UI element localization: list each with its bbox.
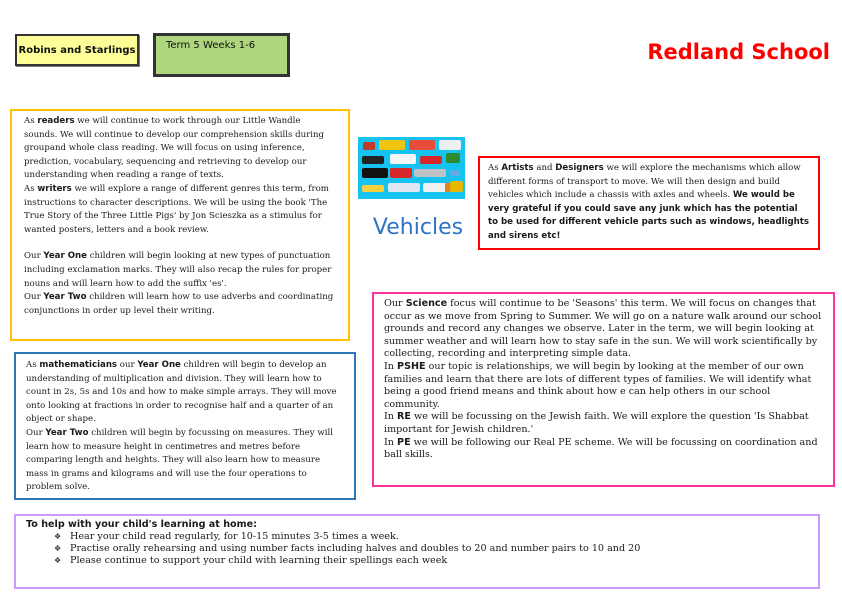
term-label-text: Term 5 Weeks 1-6 bbox=[166, 40, 256, 51]
term-label bbox=[153, 33, 290, 77]
vehicle-icon bbox=[390, 168, 412, 178]
vehicle-icon bbox=[379, 140, 405, 150]
science-pshe-re-pe-section bbox=[372, 292, 835, 487]
writers-paragraph: As writers we will explore a range of different genres this term, from instructions to character descriptions. We will be using the book 'The True Story of the Three Little Pigs' by Jon Scieszka as a stimulus for wanted posters, letters and a book review. bbox=[24, 183, 329, 235]
vehicle-icon bbox=[420, 156, 442, 164]
home-learning-heading: To help with your child's learning at home: bbox=[26, 519, 257, 530]
year-two-maths-paragraph: Our Year Two children will begin by focussing on measures. They will learn how to measure height in centimetres and metres before comparing length and heights. They will also learn how to measure mass in grams and kilograms and will use the four operations to problem solve. bbox=[26, 427, 333, 493]
vehicle-icon bbox=[362, 156, 384, 164]
vehicle-icon bbox=[362, 185, 384, 192]
pshe-paragraph: In PSHE our topic is relationships, we will begin by looking at the member of our own families and learn that there are lots of different types of families. We will identify what being a good friend means and think about how e can help others in our school community. bbox=[384, 360, 812, 410]
year-one-literacy-paragraph: Our Year One children will begin looking at new types of punctuation including exclamation marks. They will also recap the rules for proper nouns and will learn how to add the suffix 'es'. bbox=[24, 251, 332, 289]
art-design-paragraph: As Artists and Designers we will explore the mechanisms which allow different forms of transport to move. We will then design and build vehicles which include a chassis with axles and wheels. We would be very grateful if you could save any junk which has the potential to be used for different vehicle parts such as windows, headlights and sirens etc! bbox=[488, 163, 809, 241]
readers-paragraph: As readers we will continue to work through our Little Wandle sounds. We will continue to develop our comprehension skills during groupand whole class reading. We will focus on using inference, prediction, vocabulary, sequencing and retrieving to develop our understanding when reading a range of texts. bbox=[24, 116, 325, 181]
vehicle-icon bbox=[450, 170, 460, 176]
vehicle-icon bbox=[362, 168, 388, 178]
school-title: Redland School bbox=[647, 40, 830, 64]
vehicle-icon bbox=[439, 140, 461, 150]
vehicle-icon bbox=[409, 140, 435, 150]
vehicle-icon bbox=[363, 142, 375, 150]
class-label-text: Robins and Starlings bbox=[18, 44, 136, 56]
class-label bbox=[15, 34, 139, 66]
vehicle-icon bbox=[388, 183, 420, 192]
pe-paragraph: In PE we will be following our Real PE scheme. We will be focussing on coordination and ball skills. bbox=[384, 436, 818, 461]
art-design-section bbox=[478, 156, 820, 250]
re-paragraph: In RE we will be focussing on the Jewish faith. We will explore the question 'Is Shabbat important for Jewish children.' bbox=[384, 411, 809, 435]
home-learning-list bbox=[26, 531, 808, 567]
science-paragraph: Our Science focus will continue to be 'Seasons' this term. We will focus on changes that occur as we move from Spring to Summer. We will go on a nature walk around our school grounds and record any changes we observe. Later in the term, we will begin looking at summer weather and will learn how to stay safe in the sun. We will work scientifically by collecting, recording and interpreting simple data. bbox=[384, 298, 822, 360]
vehicle-icon bbox=[450, 181, 463, 192]
list-item: ❖ Practise orally rehearsing and using number facts including halves and doubles to 20 and number pairs to 10 and 20 bbox=[70, 543, 808, 555]
year-two-literacy-paragraph: Our Year Two children will learn how to use adverbs and coordinating conjunctions in order up level their writing. bbox=[24, 292, 334, 316]
list-item: ❖ Please continue to support your child with learning their spellings each week bbox=[70, 555, 808, 567]
vehicle-icon bbox=[423, 183, 451, 192]
vehicles-image bbox=[358, 137, 465, 199]
vehicle-icon bbox=[446, 153, 460, 163]
home-learning-section bbox=[14, 514, 820, 589]
maths-section bbox=[14, 352, 356, 500]
vehicle-icon bbox=[390, 154, 416, 164]
vehicle-icon bbox=[414, 169, 446, 177]
topic-title: Vehicles bbox=[372, 215, 464, 240]
literacy-section bbox=[10, 109, 350, 341]
list-item: ❖ Hear your child read regularly, for 10-15 minutes 3-5 times a week. bbox=[70, 531, 808, 543]
year-one-maths-paragraph: As mathematicians our Year One children will begin to develop an understanding of multiplication and division. They will learn how to count in 2s, 5s and 10s and how to make simple arrays. They will move onto looking at fractions in order to recognise half and a quarter of an object or shape. bbox=[26, 360, 337, 425]
